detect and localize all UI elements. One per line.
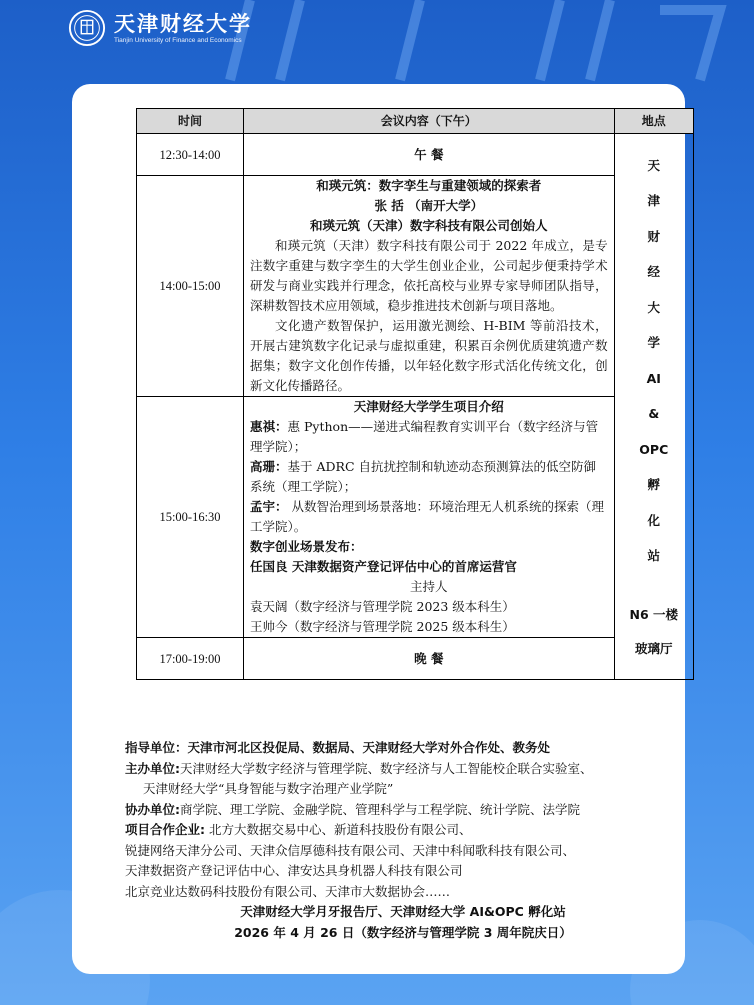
venue-char: &: [648, 406, 660, 421]
talk-content: [244, 176, 615, 397]
talk-speaker: 张 括 （南开大学）: [374, 198, 484, 213]
venue-char: 经: [647, 264, 661, 279]
co-units: [125, 800, 681, 821]
project-item: [250, 497, 608, 537]
dinner-time: 17:00-19:00: [137, 638, 244, 680]
release-speaker: 任国良 天津数据资产登记评估中心的首席运营官: [250, 559, 517, 574]
partner-text-3: 天津数据资产登记评估中心、津安达具身机器人科技有限公司: [125, 863, 463, 878]
university-name-cn: 天津财经大学: [114, 11, 252, 36]
partner-text-4: 北京竞业达数码科技股份有限公司、天津市大数据协会……: [125, 883, 451, 899]
dinner-label: 晚 餐: [244, 638, 615, 680]
partner-label: 项目合作企业:: [125, 822, 205, 837]
column-header-time: 时间: [137, 109, 244, 134]
talk-speaker-role: 和瑛元筑（天津）数字科技有限公司创始人: [310, 218, 548, 233]
table-row: [137, 397, 694, 638]
venue-char: 财: [647, 228, 661, 244]
host-units-text: 天津财经大学数字经济与管理学院、数字经济与人工智能校企联合实验室、: [180, 760, 593, 776]
host-label: 主持人: [410, 579, 448, 594]
venue-char: 化: [647, 512, 661, 528]
university-header: [68, 8, 252, 48]
project-presenter: 孟宇：: [250, 499, 288, 514]
host-name: 王帅今（数字经济与管理学院 2025 级本科生）: [250, 619, 515, 634]
project-description: 基于 ADRC 自抗扰控制和轨迹动态预测算法的低空防御系统（理工学院）；: [250, 459, 597, 494]
event-date: 2026 年 4 月 26 日（数字经济与管理学院 3 周年院庆日）: [234, 924, 572, 940]
host-units-label: 主办单位:: [125, 760, 180, 776]
partner-text: 北方大数据交易中心、新道科技股份有限公司、: [205, 822, 472, 837]
project-presenter: 高珊：: [250, 459, 288, 474]
university-logo-icon: [68, 9, 106, 47]
column-header-venue: 地点: [614, 109, 693, 134]
project-description: 惠 Python——递进式编程教育实训平台（数字经济与管理学院）；: [250, 419, 599, 454]
column-header-content: 会议内容（下午）: [244, 109, 615, 134]
venue-room: N6 一楼: [629, 606, 679, 622]
projects-time: 15:00-16:30: [137, 397, 244, 638]
talk-time: 14:00-15:00: [137, 176, 244, 397]
lunch-label: 午 餐: [244, 134, 615, 176]
project-item: [250, 417, 608, 457]
venue-char: 学: [647, 335, 661, 350]
table-row: [137, 176, 694, 397]
content-card: [72, 84, 685, 974]
host-units-text-2: 天津财经大学“具身智能与数字治理产业学院”: [143, 781, 394, 796]
partner-units: [125, 820, 681, 841]
venue-char: AI: [646, 370, 661, 386]
venue-cell: [614, 134, 693, 680]
project-item: [250, 457, 608, 497]
schedule-table: [136, 108, 694, 680]
venue-room-name: 玻璃厅: [635, 640, 673, 656]
university-name-en: Tianjin University of Finance and Economics: [114, 36, 242, 44]
co-units-text: 商学院、理工学院、金融学院、管理科学与工程学院、统计学院、法学院: [180, 801, 581, 817]
projects-heading: 天津财经大学学生项目介绍: [353, 399, 504, 414]
host-name: 袁天阔（数字经济与管理学院 2023 级本科生）: [250, 599, 515, 614]
schedule-header-row: [137, 109, 694, 134]
project-description: 从数智治理到场景落地：环境治理无人机系统的探索（理工学院）。: [250, 499, 605, 534]
talk-paragraph: 文化遗产数智保护，运用激光测绘、H-BIM 等前沿技术，开展古建筑数字化记录与虚拟重建，积累百余例优质建筑遗产数据集；数字文化创作传播，以年轻化数字形式活化传统文化，创新文化传播路径。: [250, 318, 608, 393]
table-row: [137, 638, 694, 680]
guide-units: [125, 738, 681, 759]
venue-char: 站: [647, 548, 661, 563]
venue-char: 津: [647, 193, 661, 208]
project-presenter: 惠祺：: [250, 419, 288, 434]
guide-text: 天津市河北区投促局、数据局、天津财经大学对外合作处、教务处: [187, 740, 551, 755]
talk-paragraph: 和瑛元筑（天津）数字科技有限公司于 2022 年成立，是专注数字重建与数字孪生的大学生创业企业，公司起步便秉持学术研发与商业实践并行理念，依托高校与业界专家导师团队指导，深耕数智技术应用领域，稳步推进技术创新与项目落地。: [250, 238, 608, 313]
organizer-info: [125, 738, 681, 943]
partner-text-2: 锐捷网络天津分公司、天津众信厚德科技有限公司、天津中科闻歌科技有限公司、: [125, 842, 576, 858]
venue-char: OPC: [639, 441, 669, 457]
venue-char: 孵: [647, 477, 661, 492]
event-location: 天津财经大学月牙报告厅、天津财经大学 AI&OPC 孵化站: [240, 904, 566, 919]
venue-char: 天: [647, 157, 661, 173]
talk-title: 和瑛元筑：数字孪生与重建领域的探索者: [316, 178, 542, 193]
venue-char: 大: [647, 299, 661, 315]
co-units-label: 协办单位:: [125, 801, 180, 817]
lunch-time: 12:30-14:00: [137, 134, 244, 176]
projects-content: [244, 397, 615, 638]
release-heading: 数字创业场景发布：: [250, 539, 363, 554]
table-row: [137, 134, 694, 176]
host-units: [125, 759, 681, 780]
guide-label: 指导单位：: [125, 740, 188, 755]
